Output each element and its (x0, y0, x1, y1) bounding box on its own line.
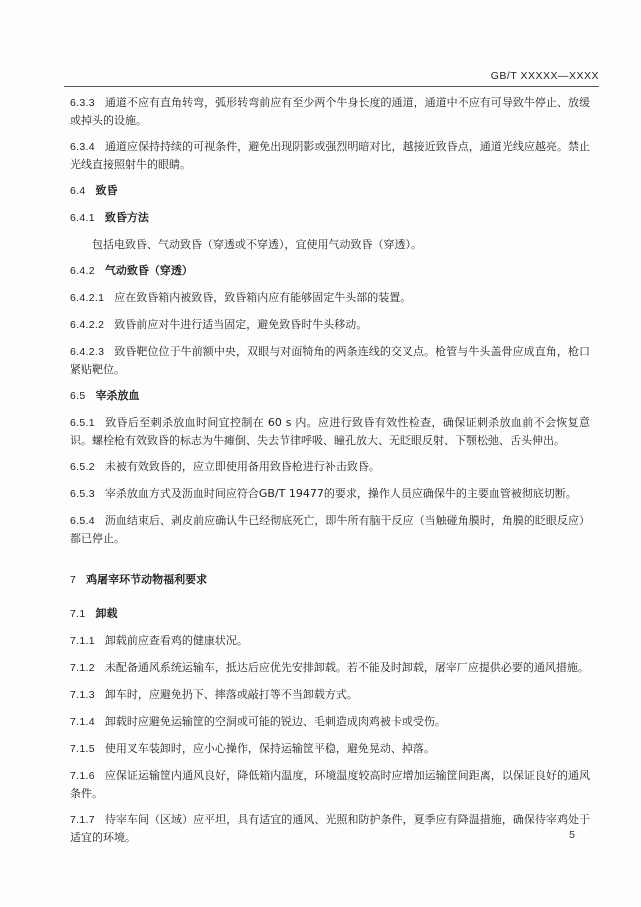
section-number: 6.5 (70, 390, 86, 402)
clause-text: 沥血结束后、剥皮前应确认牛已经彻底死亡，即牛所有脑干反应（当触碰角膜时，角膜的眨眼反应）都已停止。 (70, 514, 590, 545)
clause-number: 6.5.1 (70, 417, 95, 429)
clause-number: 7.1.6 (70, 770, 95, 782)
chapter-number: 7 (70, 574, 77, 586)
section-title: 致昏方法 (104, 211, 149, 224)
clause-text: 卸载前应查看鸡的健康状况。 (104, 634, 248, 647)
section-title: 致昏 (95, 184, 118, 197)
clause-text: 未配备通风系统运输车，抵达后应优先安排卸载。若不能及时卸载，屠宰厂应提供必要的通风措施。 (104, 661, 589, 674)
clause-7-1-4 (70, 713, 590, 731)
clause-6-3-3 (70, 94, 590, 129)
clause-number: 7.1.2 (70, 662, 95, 674)
clause-6-4-2-3 (70, 343, 590, 378)
clause-7-1-3 (70, 686, 590, 704)
section-heading-6-4-1 (70, 209, 590, 227)
section-number: 6.4.2 (70, 265, 95, 277)
section-heading-7-1 (70, 605, 590, 623)
clause-number: 7.1.7 (70, 814, 95, 826)
clause-text: 致昏靶位位于牛前额中央，双眼与对面犄角的两条连线的交叉点。枪管与牛头盖骨应成直角，枪口紧贴靶位。 (70, 345, 590, 376)
clause-number: 7.1.5 (70, 743, 95, 755)
page-number: 5 (569, 829, 575, 841)
section-heading-6-5 (70, 387, 590, 405)
document-body (70, 94, 590, 855)
clause-6-5-4 (70, 512, 590, 547)
clause-text: 未被有效致昏的，应立即使用备用致昏枪进行补击致昏。 (104, 460, 380, 473)
clause-6-5-2 (70, 458, 590, 476)
clause-6-5-3 (70, 485, 590, 503)
clause-number: 6.5.2 (70, 461, 95, 473)
clause-number: 6.5.4 (70, 515, 95, 527)
clause-text: 宰杀放血方式及沥血时间应符合GB/T 19477的要求，操作人员应确保牛的主要血管被彻底切断。 (104, 487, 577, 500)
clause-number: 7.1.4 (70, 716, 95, 728)
section-number: 6.4.1 (70, 212, 95, 224)
clause-number: 6.5.3 (70, 488, 95, 500)
clause-7-1-1 (70, 632, 590, 650)
clause-6-4-2-1 (70, 289, 590, 307)
section-title: 宰杀放血 (95, 389, 140, 402)
clause-text: 应保证运输筐内通风良好，降低箱内温度，环境温度较高时应增加运输筐间距离，以保证良好的通风条件。 (70, 769, 590, 800)
section-title: 卸载 (95, 607, 118, 620)
clause-text: 致昏后至刺杀放血时间宜控制在 60 s 内。应进行致昏有效性检查，确保证刺杀放血前不会恢复意识。螺栓枪有效致昏的标志为牛瘫倒、失去节律呼吸、瞳孔放大、无眨眼反射、下颚松弛、舌头伸出。 (70, 416, 590, 447)
clause-number: 6.3.3 (70, 97, 95, 109)
clause-6-3-4 (70, 138, 590, 173)
clause-text: 待宰车间（区域）应平坦，具有适宜的通风、光照和防护条件，夏季应有降温措施，确保待宰鸡处于适宜的环境。 (70, 813, 590, 844)
clause-7-1-6 (70, 767, 590, 802)
section-number: 6.4 (70, 185, 86, 197)
clause-number: 7.1.3 (70, 689, 95, 701)
clause-number: 6.4.2.1 (70, 292, 105, 304)
clause-6-4-2-2 (70, 316, 590, 334)
clause-number: 6.3.4 (70, 141, 95, 153)
clause-7-1-5 (70, 740, 590, 758)
clause-text: 卸载时应避免运输筐的空洞或可能的锐边、毛刺造成肉鸡被卡或受伤。 (104, 715, 446, 728)
clause-number: 6.4.2.2 (70, 319, 105, 331)
section-heading-6-4 (70, 182, 590, 200)
clause-text: 通道应保持持续的可视条件，避免出现阴影或强烈明暗对比，越接近致昏点，通道光线应越亮。禁止光线直接照射牛的眼睛。 (70, 140, 590, 171)
clause-6-5-1 (70, 414, 590, 449)
clause-text: 卸车时，应避免扔下、摔落或敲打等不当卸载方式。 (104, 688, 358, 701)
clause-number: 7.1.1 (70, 635, 95, 647)
section-title: 气动致昏（穿透） (104, 264, 193, 277)
header-rule (64, 86, 599, 87)
clause-number: 6.4.2.3 (70, 346, 105, 358)
clause-text: 使用叉车装卸时，应小心操作，保持运输筐平稳，避免晃动、掉落。 (104, 742, 435, 755)
clause-text: 应在致昏箱内被致昏，致昏箱内应有能够固定牛头部的装置。 (114, 291, 412, 304)
section-heading-6-4-2 (70, 262, 590, 280)
clause-7-1-2 (70, 659, 590, 677)
body-text: 包括电致昏、气动致昏（穿透或不穿透），宜使用气动致昏（穿透）。 (92, 238, 422, 251)
chapter-heading-7 (70, 571, 590, 589)
clause-7-1-7 (70, 811, 590, 846)
chapter-title: 鸡屠宰环节动物福利要求 (86, 573, 208, 586)
clause-text: 通道不应有直角转弯，弧形转弯前应有至少两个牛身长度的通道，通道中不应有可导致牛停止、放缓或掉头的设施。 (70, 96, 590, 127)
section-number: 7.1 (70, 608, 86, 620)
standard-code: GB/T XXXXX—XXXX (490, 70, 599, 82)
clause-text: 致昏前应对牛进行适当固定，避免致昏时牛头移动。 (114, 318, 368, 331)
